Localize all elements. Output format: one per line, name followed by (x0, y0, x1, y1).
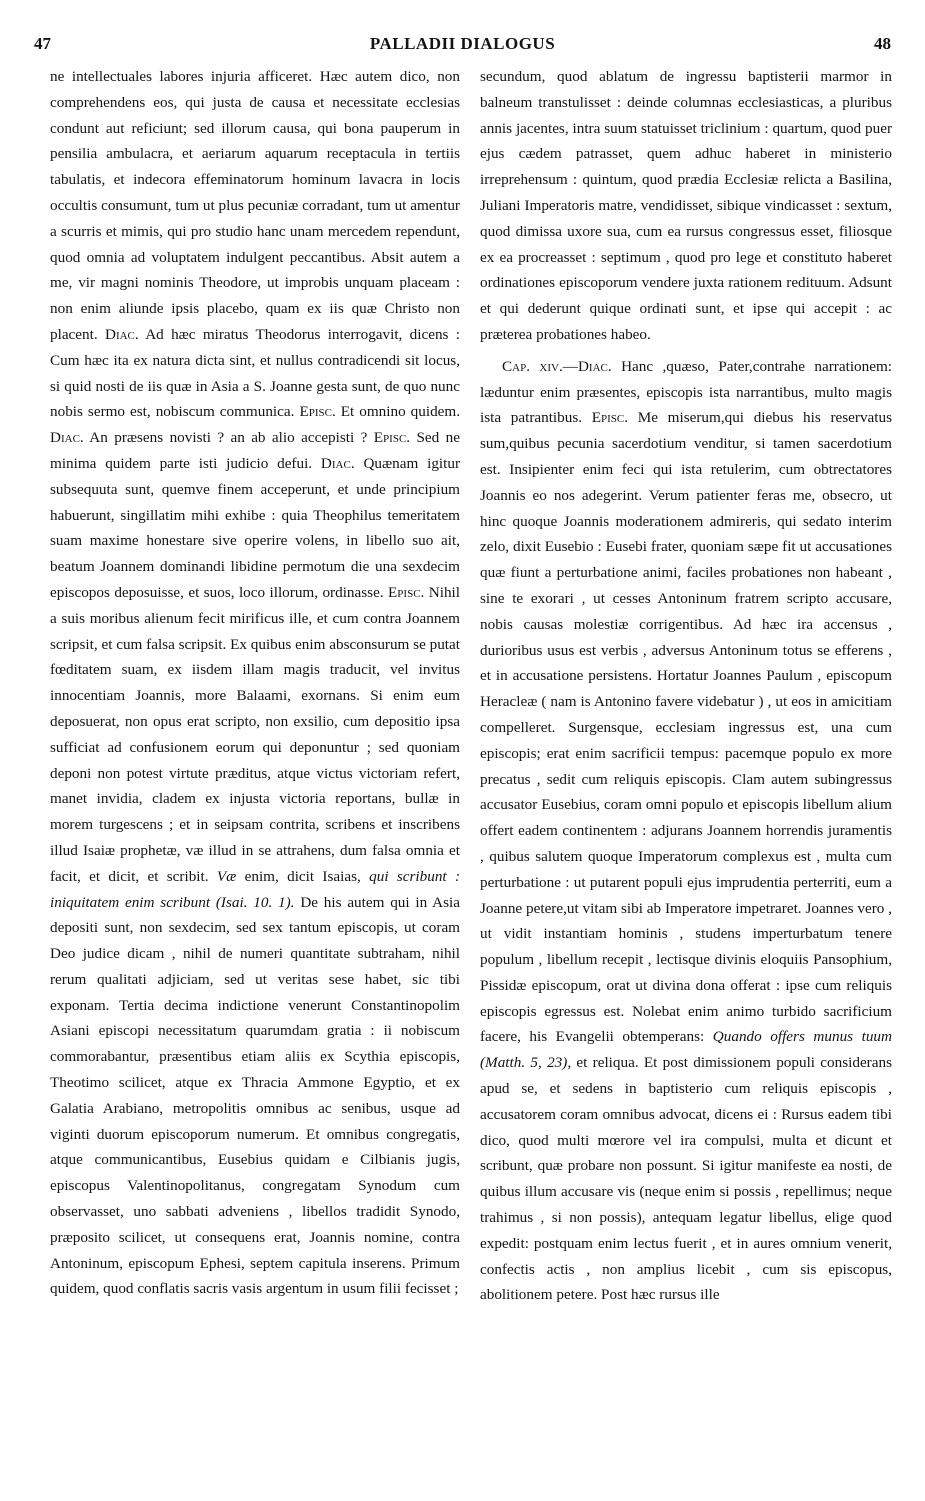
left-column (50, 64, 460, 1302)
text-run: De his autem qui in Asia depositi sunt, non sexdecim, sed sex tantum episcopis, ut coram Deo judice dicam , nihil de numeri quantitate subtraham, nihil rerum qualitati adjiciam, sed ut veritas sese habet, sic tibi exponam. Tertia decima indictione venerunt Constantinopolim Asiani episcopi necessitatum quarumdam gratia : ii nobiscum commorabantur, præsentibus etiam aliis ex Scythia episcopis, Theotimo scilicet, atque ex Thracia Ammone Egyptio, et ex Galatia Arabiano, metropolitis omnibus ac senibus, usque ad viginti duorum episcoporum numerum. Et omnibus congregatis, atque communicantibus, Eusebius quidam e Cilbianis jugis, episcopus Valentinopolitanus, congregatam Synodum cum observasset, uno sabbati adveniens , libellos tradidit Synodo, præposito scilicet, ut consequens erat, Joannis nomine, contra Antoninum, episcopum Ephesi, septem capitula inserens. Primum quidem, quod conflatis sacris vasis argentum in usum filii fecisset ; (50, 893, 461, 1298)
speaker-label: Episc. (299, 403, 336, 421)
text-run: An præsens novisti ? an ab alio accepisti ? (89, 429, 368, 447)
scripture-reference: (Matth. 5, 23), (480, 1054, 572, 1072)
scripture-quote: Væ (216, 867, 237, 885)
text-run: Nihil a suis moribus alienum fecit mirificus ille, et cum contra Joannem scripsit, et cum falsa scripsit. Ex quibus enim absconsurum se putat fœditatem suam, ex iisdem illam magis traducit, vel invitus innocentiam Joannis, more Balaami, exornans. Si enim eum deposuerat, non opus erat scripto, non exsilio, cum depositio ipsa sufficiat ad confusionem eorum qui deponuntur ; sed quoniam deponi non potest virtute præditus, atque victus victoriam refert, manet invidia, cladem ex injusta victoria reportans, bullæ in morem turgescens ; et in seipsam contrita, scribens et inscribens illud Isaiæ prophetæ, væ illud in se attrahens, dum falsa omnia et facit, et dicit, et scribit. (50, 583, 460, 885)
left-paragraph (50, 64, 460, 1302)
chapter-label: Cap. xiv.— (502, 357, 578, 375)
text-run: Et omnino quidem. (340, 403, 461, 421)
page-header (28, 34, 897, 58)
right-paragraph (480, 354, 892, 1308)
text-run: enim, dicit Isaias, (244, 867, 361, 885)
text-run: Sed ne minima quidem parte isti judicio defui. (50, 429, 460, 472)
text-run: Quænam igitur subsequuta sunt, quemve finem acceperunt, et unde principium habuerunt, singillatim mihi exhibe : quia Theophilus temeritatem suam maxime honestare sive operire volens, in libello suo ait, beatum Joannem dominandi libidine permotum die una sexdecim episcopos deposuisse, et suos, loco illorum, ordinasse. (50, 454, 461, 601)
page-number-left: 47 (34, 34, 51, 53)
speaker-label: Diac. (104, 325, 139, 343)
speaker-label: Episc. (591, 409, 629, 427)
scripture-reference: (Isai. 10. 1). (215, 893, 295, 911)
scripture-quote: qui scribunt : iniquitatem enim scribunt (50, 867, 461, 911)
text-run: et reliqua. Et post dimissionem populi considerans apud se, et sedens in baptisterio cum reliquis episcopis , accusatorem coram omnibus advocat, dicens ei : Rursus eadem tibi dico, quod multi mœrore vel ira compulsi, multa et dicunt et scribunt, quæ probare non possunt. Si igitur manifeste ea nosti, de quibus illum accusare vis (neque enim si possis , repellimus; neque trahimus , si non possis), antequam legatur libellus, elige quod expedit: postquam enim lectus fuerit , et in aures omnium venerit, confectis actis , non amplius licebit , cum sis episcopus, abolitionem petere. Post hæc rursus ille (480, 1054, 892, 1304)
page-number-right: 48 (874, 34, 891, 53)
right-paragraph: secundum, quod ablatum de ingressu baptisterii marmor in balneum transtulisset : deinde columnas ecclesiasticas, a pluribus annis jacentes, intra suum statuisset triclinium : quartum, quod puer ejus cædem patrasset, quem adhuc haberet in ministerio irreprehensum : quintum, quod prædia Ecclesiæ relicta a Basilina, Juliani Imperatoris matre, vendidisset, sibique vindicasset : sextum, quod dimissa uxore sua, cum ea rursus congressus esset, filiosque ex ea procreasset : septimum , quod pro lege et constituto haberet ordinationes episcoporum vendere juxta rationem redituum. Adsunt et qui dederunt quique ordinati sunt, et ipse qui accepit : ac præterea probationes habeo. (480, 68, 892, 343)
scripture-quote: Quando offers munus tuum (712, 1028, 892, 1046)
text-run: ne intellectuales labores injuria afficeret. Hæc autem dico, non comprehendens eos, qui justa de causa et necessitate ecclesias condunt aut reficiunt; sed illorum causa, qui bona pauperum in pensilia ambulacra, et aeriarum aquarum receptacula in tertiis tabulatis, et indecora effeminatorum hominum lavacra in locis occultis consumunt, tum ut plus pecuniæ corradant, tum ut amentur a scurris et mimis, qui pro studio hanc unam mercedem rependunt, quod omnia ad voluptatem indulgent peccantibus. Absit autem a me, vir magni nominis Theodore, ut improbis unquam placeam : non enim aliunde ipsis placebo, quam ex iis quæ Christo non placent. (50, 68, 460, 343)
speaker-label: Episc. (388, 583, 425, 601)
right-column (480, 64, 892, 1308)
text-run: Me miserum,qui diebus his reservatus sum,quibus pecunia sacerdotium venditur, si tamen sacerdotium est. Insipienter enim feci qui ista retulerim, cum obtrectatores Joannis eo nos adegerint. Verum patienter feras me, obsecro, ut hinc quoque Joannis moderationem admireris, qui sedato interim zelo, dixit Eusebio : Eusebi frater, quoniam sæpe fit ut accusationes quæ fiunt a perturbatione animi, faciles probationes non habeant , sine te exorari , ut cesses Antoninum fratrem scripto accusare, nobis causas molestiæ corrigentibus. Ad hæc ira accensus , durioribus usus est verbis , adversus Antoninum totus se efferens , et in accusatione persistens. Hortatur Joannes Paulum , episcopum Heracleæ ( nam is Antonino favere videbatur ) , ut eos in amicitiam compelleret. Surgensque, ecclesiam ingressus est, una cum episcopis; erat enim sacrificii tempus: pacemque populo ex more precatus , sedit cum reliquis episcopis. Clam autem subingressus accusator Eusebius, coram omni populo et episcopis libellum alium offert eadem continentem : adjurans Joannem horrendis juramentis , quibus salutem quoque Imperatorum complexus est , multa cum perturbatione : ut putarent populi ejus imprudentia perterriti, eum a Joanne petere,ut vitam sibi ab Imperatore impetraret. Joannes vero , ut vidit instantiam hominis , studens imperturbatum tenere populum , libellum recepit , lectisque divinis eloquiis Pansophium, Pissidæ episcopum, orat ut divina dona offerat : ipse cum reliquis episcopis egressus est. Nolebat enim animo turbido sacrificium facere, his Evangelii obtemperans: (480, 409, 893, 1046)
speaker-label: Episc. (373, 429, 411, 447)
text-run: Ad hæc miratus Theodorus interrogavit, dicens : Cum hæc ita ex natura dicta sint, et nullus contradicendi sit locus, si quid nosti de iis quæ in Asia a S. Joanne gesta sunt, de quo nunc nobis sermo est, nobiscum communica. (50, 325, 461, 421)
speaker-label: Diac. (50, 429, 84, 447)
running-title: PALLADII DIALOGUS (369, 34, 556, 53)
speaker-label: Diac. (320, 454, 355, 472)
speaker-label: Diac. (577, 357, 612, 375)
text-run: Hanc ,quæso, Pater,contrahe narrationem: læduntur enim præsentes, episcopis ista narrantibus, multo magis ista patrantibus. (480, 357, 892, 427)
